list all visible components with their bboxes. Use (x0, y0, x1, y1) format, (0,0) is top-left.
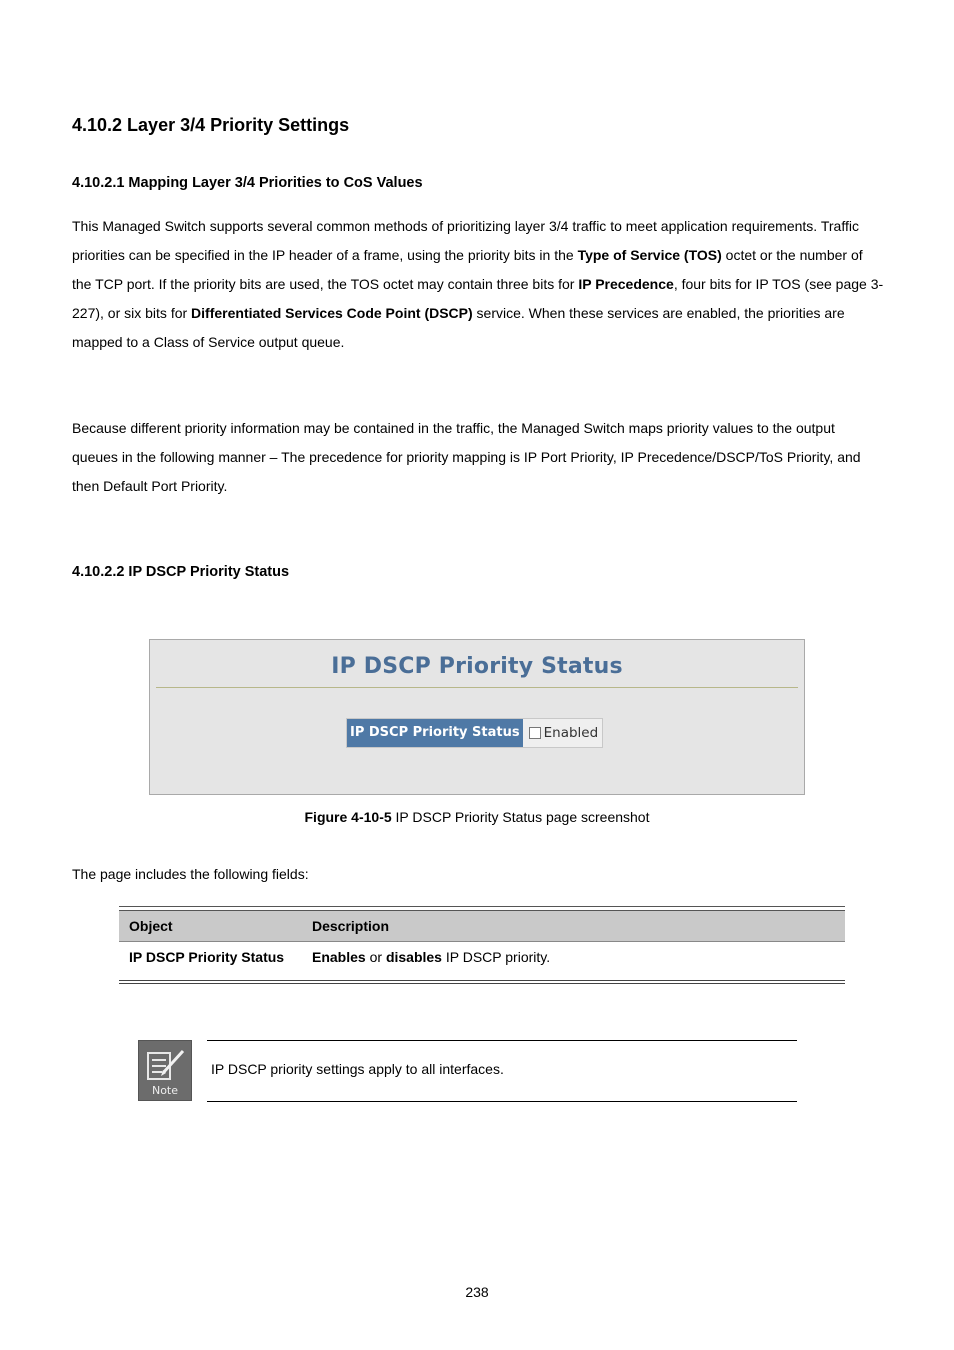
table-row (119, 942, 845, 972)
precedence-paragraph: Because different priority information may be contained in the traffic, the Managed Switch maps priority values to the output queues in the following manner – The precedence for priority mapping is IP Port Priority, IP Precedence/DSCP/ToS Priority, and then Default Port Priority. (72, 420, 861, 494)
page-number: 238 (465, 1284, 489, 1300)
note-text: IP DSCP priority settings apply to all interfaces. (211, 1061, 504, 1077)
subsection-title-mapping: 4.10.2.1 Mapping Layer 3/4 Priorities to CoS Values (72, 175, 423, 191)
note-top-rule (207, 1040, 797, 1041)
enabled-checkbox-label: Enabled (543, 725, 599, 741)
enabled-checkbox[interactable] (529, 727, 541, 739)
dscp-status-field-label: IP DSCP Priority Status (347, 719, 523, 747)
fields-table (119, 906, 845, 984)
row-object: IP DSCP Priority Status (129, 949, 285, 965)
dscp-status-field-row (346, 718, 603, 748)
row-description: Enables or disables IP DSCP priority. (312, 949, 551, 965)
fields-intro: The page includes the following fields: (72, 866, 309, 882)
intro-paragraph: This Managed Switch supports several common methods of prioritizing layer 3/4 traffic to meet application requirements. Traffic priorities can be specified in the IP header of a frame, using the priority bits in the Type of Service (TOS) octet or the number of the TCP port. If the priority bits are used, the TOS octet may contain three bits for IP Precedence, four bits for IP TOS (see page 3-227), or six bits for Differentiated Services Code Point (DSCP) service. When these services are enabled, the priorities are mapped to a Class of Service output queue. (72, 218, 884, 350)
header-object: Object (129, 918, 173, 934)
header-description: Description (312, 918, 390, 934)
figure-caption: Figure 4-10-5 IP DSCP Priority Status page screenshot (304, 809, 650, 825)
screenshot-title: IP DSCP Priority Status (331, 654, 623, 679)
dscp-status-screenshot (149, 639, 805, 795)
section-title: 4.10.2 Layer 3/4 Priority Settings (72, 115, 350, 135)
screenshot-divider (156, 687, 798, 688)
note-icon-label: Note (151, 1084, 179, 1097)
table-bottom-rule (119, 980, 845, 984)
table-header (119, 911, 845, 942)
note-bottom-rule (207, 1101, 797, 1102)
note-icon (138, 1040, 192, 1101)
subsection-title-dscp-status: 4.10.2.2 IP DSCP Priority Status (72, 564, 290, 580)
enabled-checkbox-cell[interactable] (523, 719, 603, 747)
